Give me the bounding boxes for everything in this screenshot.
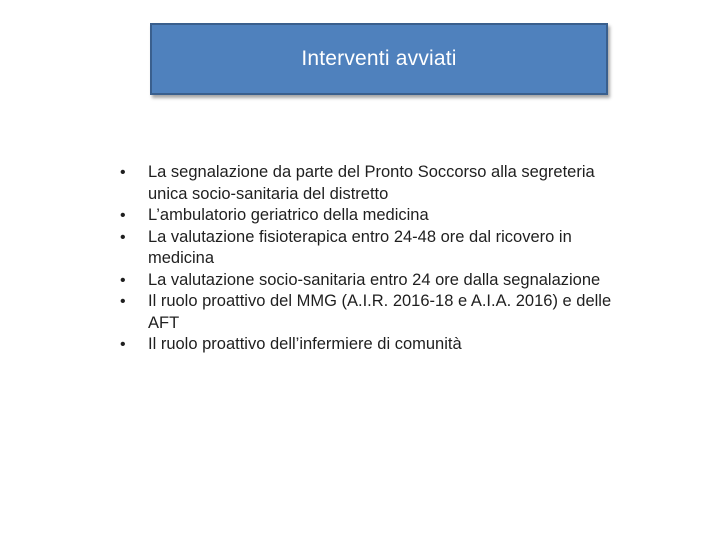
bullet-icon: • xyxy=(120,271,126,289)
bullet-text: La valutazione socio-sanitaria entro 24 ore dalla segnalazione xyxy=(148,270,601,289)
title-box xyxy=(150,23,608,95)
bullet-icon: • xyxy=(120,164,126,181)
bullet-text: Il ruolo proattivo dell’infermiere di comunità xyxy=(148,335,462,353)
bullet-item xyxy=(0,291,720,334)
bullet-text: La segnalazione da parte del Pronto Soccorso alla segreteria unica socio-sanitaria del distretto xyxy=(148,163,595,203)
bullet-icon: • xyxy=(120,207,126,224)
bullet-item xyxy=(0,162,720,205)
bullet-item xyxy=(0,270,720,292)
bullet-text: Il ruolo proattivo del MMG (A.I.R. 2016-18 e A.I.A. 2016) e delle AFT xyxy=(148,292,612,332)
bullet-icon: • xyxy=(120,228,126,246)
bullet-text: L’ambulatorio geriatrico della medicina xyxy=(148,206,429,224)
bullet-item xyxy=(0,227,720,270)
bullet-icon: • xyxy=(120,293,126,310)
bullet-item xyxy=(0,334,720,356)
slide-title: Interventi avviati xyxy=(301,47,457,70)
bullet-list xyxy=(0,162,720,356)
bullet-item xyxy=(0,205,720,227)
bullet-icon: • xyxy=(120,336,126,353)
bullet-text: La valutazione fisioterapica entro 24-48 ore dal ricovero in medicina xyxy=(148,227,572,267)
